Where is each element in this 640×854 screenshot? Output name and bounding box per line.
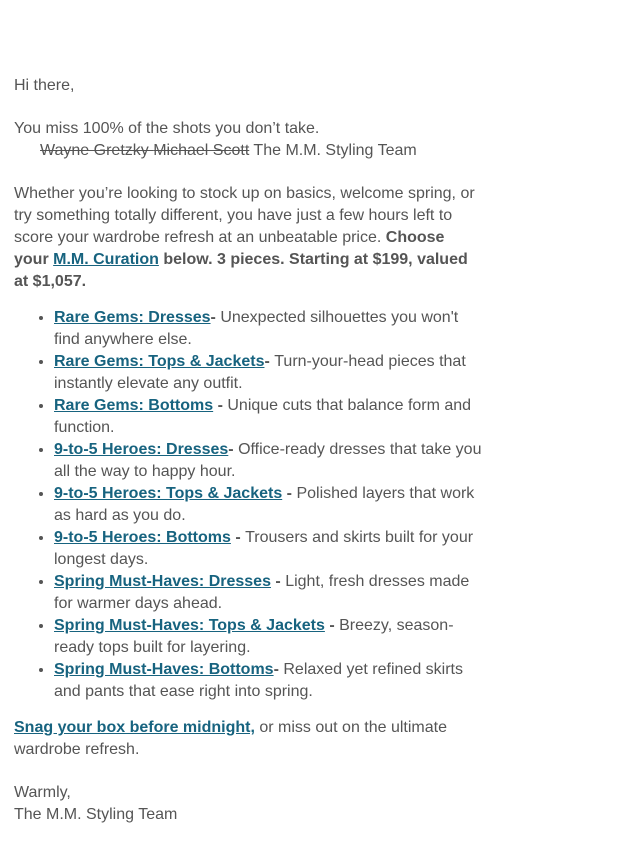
intro-text: Whether you’re looking to stock up on basics, welcome spring, or try something totally different, you have just a few hours left to score your wardrobe refresh at an unbeatable price. <box>14 185 475 246</box>
list-item <box>54 659 482 703</box>
spring-tops-link[interactable]: Spring Must-Haves: Tops & Jackets <box>54 617 325 634</box>
signoff-team: The M.M. Styling Team <box>14 806 178 823</box>
separator: - <box>270 573 286 590</box>
rare-gems-tops-link[interactable]: Rare Gems: Tops & Jackets <box>54 353 265 370</box>
separator: - <box>282 485 297 502</box>
quote: You miss 100% of the shots you don’t take. <box>14 120 320 137</box>
attribution-team: The M.M. Styling Team <box>249 142 417 159</box>
list-item <box>54 307 482 351</box>
heroes-tops-link[interactable]: 9-to-5 Heroes: Tops & Jackets <box>54 485 283 502</box>
signoff-line: Warmly, <box>14 784 71 801</box>
list-item <box>54 395 482 439</box>
separator: - <box>230 529 246 546</box>
email-body <box>14 75 482 826</box>
item-description: Unique cuts that balance form and function. <box>54 397 472 436</box>
cta-text: or miss out on the ultimate wardrobe refresh. <box>14 719 447 758</box>
rare-gems-bottoms-link[interactable]: Rare Gems: Bottoms <box>54 397 214 414</box>
item-description: Polished layers that work as hard as you do. <box>54 485 475 524</box>
curation-list <box>14 307 482 703</box>
item-description: Trousers and skirts built for your longest days. <box>54 529 474 568</box>
list-item <box>54 439 482 483</box>
greeting: Hi there, <box>14 77 75 94</box>
cta-paragraph <box>14 717 482 761</box>
item-description: Light, fresh dresses made for warmer days ahead. <box>54 573 470 612</box>
list-item <box>54 527 482 571</box>
rare-gems-dresses-link[interactable]: Rare Gems: Dresses <box>54 309 211 326</box>
heroes-dresses-link[interactable]: 9-to-5 Heroes: Dresses <box>54 441 229 458</box>
list-item <box>54 571 482 615</box>
intro-bold-lead: Choose your <box>14 229 445 268</box>
item-description: Relaxed yet refined skirts and pants that ease right into spring. <box>54 661 463 700</box>
separator: - <box>210 309 221 326</box>
separator: - <box>213 397 228 414</box>
heroes-bottoms-link[interactable]: 9-to-5 Heroes: Bottoms <box>54 529 231 546</box>
item-description: Unexpected silhouettes you won't find anywhere else. <box>54 309 459 348</box>
separator: - <box>273 661 284 678</box>
separator: - <box>324 617 340 634</box>
intro-bold-offer: below. 3 pieces. Starting at $199, valued at $1,057. <box>14 251 468 290</box>
list-item <box>54 615 482 659</box>
separator: - <box>228 441 239 458</box>
separator: - <box>264 353 275 370</box>
struck-name-2: Michael Scott <box>153 142 250 159</box>
item-description: Office-ready dresses that take you all the way to happy hour. <box>54 441 482 480</box>
item-description: Turn-your-head pieces that instantly elevate any outfit. <box>54 353 466 392</box>
intro-paragraph <box>14 183 482 293</box>
spring-dresses-link[interactable]: Spring Must-Haves: Dresses <box>54 573 271 590</box>
snag-box-link[interactable]: Snag your box before midnight, <box>14 719 255 736</box>
mm-curation-link[interactable]: M.M. Curation <box>53 251 159 268</box>
list-item <box>54 483 482 527</box>
struck-name-1: Wayne Gretzky <box>40 142 154 159</box>
item-description: Breezy, season-ready tops built for layering. <box>54 617 454 656</box>
list-item <box>54 351 482 395</box>
spring-bottoms-link[interactable]: Spring Must-Haves: Bottoms <box>54 661 274 678</box>
quote-attribution <box>14 140 482 162</box>
